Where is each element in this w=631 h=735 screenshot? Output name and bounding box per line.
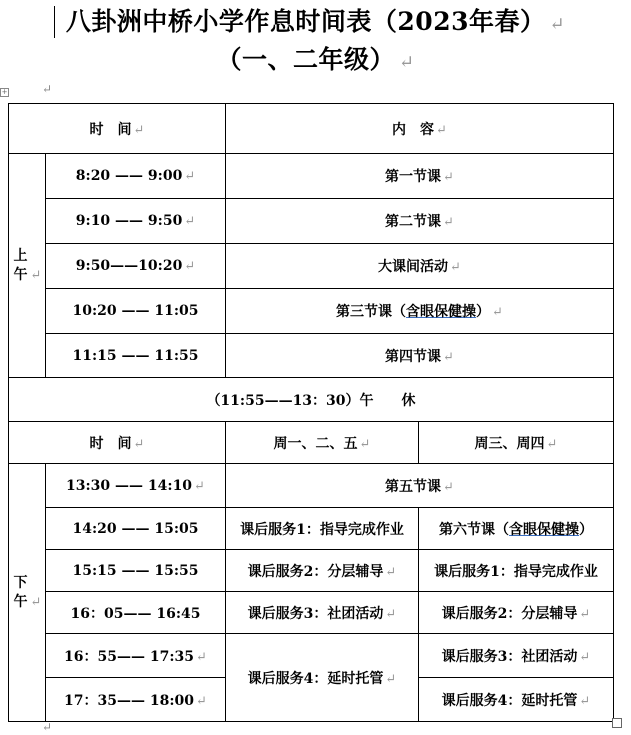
content-header: 内 容 ↵ (226, 104, 614, 154)
morning-row (9, 289, 614, 334)
mon-tue-fri-activity: 课后服务3：社团活动 ↵ (226, 592, 419, 634)
mon-tue-fri-activity: 课后服务4：延时托管 ↵ (226, 634, 419, 722)
morning-header-row (9, 104, 614, 154)
cell-mark-icon: ↵ (579, 606, 591, 622)
mon-tue-fri-activity: 课后服务2：分层辅导 ↵ (226, 550, 419, 592)
morning-row (9, 334, 614, 378)
cell-mark-icon: ↵ (436, 122, 447, 138)
schedule-table (8, 103, 614, 722)
cell-mark-icon: ↵ (579, 649, 591, 665)
afternoon-row (9, 464, 614, 508)
paragraph-mark-icon: ↵ (42, 82, 53, 96)
afternoon-row (9, 550, 614, 592)
cell-mark-icon: ↵ (443, 215, 454, 230)
cell-mark-icon: ↵ (385, 671, 397, 687)
weekday-header-wed-thu: 周三、周四 ↵ (419, 422, 614, 464)
period-time: 9:50——10:20 ↵ (46, 244, 226, 289)
text-cursor (54, 6, 55, 38)
lunch-break: （11:55——13：30）午 休 (9, 378, 614, 422)
cell-mark-icon: ↵ (196, 693, 207, 709)
period-time: 17：35—— 18:00 ↵ (46, 678, 226, 722)
cell-mark-icon: ↵ (443, 170, 454, 185)
cell-mark-icon: ↵ (30, 594, 42, 610)
cell-mark-icon: ↵ (194, 478, 205, 494)
eye-exercise-text: 含眼保健操 (509, 521, 579, 538)
wed-thu-activity: 课后服务4：延时托管 ↵ (419, 678, 614, 722)
weekday-header-mon-tue-fri: 周一、二、五 ↵ (226, 422, 419, 464)
afternoon-row (9, 592, 614, 634)
mon-tue-fri-activity: 课后服务1：指导完成作业 (226, 508, 419, 550)
afternoon-label: 下午 ↵ (9, 464, 46, 722)
page-title (0, 2, 631, 38)
eye-exercise-text: 含眼保健操 (406, 304, 477, 320)
cell-mark-icon: ↵ (443, 479, 454, 495)
period-content: 第三节课（含眼保健操） ↵ (226, 289, 614, 334)
cell-mark-icon: ↵ (359, 436, 371, 452)
period-content: 第一节课 ↵ (226, 154, 614, 199)
afternoon-row (9, 508, 614, 550)
wed-thu-activity: 第六节课（含眼保健操） (419, 508, 614, 550)
paragraph-mark-icon: ↵ (42, 720, 53, 734)
cell-mark-icon: ↵ (184, 169, 196, 184)
wed-thu-activity: 课后服务1：指导完成作业 (419, 550, 614, 592)
cell-mark-icon: ↵ (579, 693, 591, 709)
return-mark-icon: ↵ (398, 52, 415, 73)
cell-mark-icon: ↵ (184, 214, 196, 229)
table-move-handle-icon[interactable]: + (1, 88, 8, 96)
cell-mark-icon: ↵ (492, 305, 503, 320)
return-mark-icon: ↵ (549, 14, 566, 35)
period-content: 大课间活动 ↵ (226, 244, 614, 289)
cell-mark-icon: ↵ (546, 436, 558, 452)
page-subtitle (0, 40, 631, 76)
wed-thu-activity: 课后服务3：社团活动 ↵ (419, 634, 614, 678)
time-header: 时 间 ↵ (9, 422, 226, 464)
morning-label: 上午 ↵ (9, 154, 46, 378)
wed-thu-activity: 课后服务2：分层辅导 ↵ (419, 592, 614, 634)
cell-mark-icon: ↵ (133, 436, 145, 452)
morning-row (9, 154, 614, 199)
cell-mark-icon: ↵ (133, 122, 145, 138)
table-resize-handle[interactable] (612, 718, 622, 728)
cell-mark-icon: ↵ (385, 606, 397, 622)
morning-row (9, 199, 614, 244)
period-time: 14:20 —— 15:05 (46, 508, 226, 550)
period-time: 11:15 —— 11:55 (46, 334, 226, 378)
title-line-2: （一、二年级） (216, 45, 395, 74)
afternoon-header-row (9, 422, 614, 464)
period-time: 9:10 —— 9:50 ↵ (46, 199, 226, 244)
period-content: 第四节课 ↵ (226, 334, 614, 378)
morning-row (9, 244, 614, 289)
period-content: 第五节课 ↵ (226, 464, 614, 508)
period-time: 16：05—— 16:45 (46, 592, 226, 634)
afternoon-row (9, 634, 614, 678)
cell-mark-icon: ↵ (450, 260, 461, 275)
period-content: 第二节课 ↵ (226, 199, 614, 244)
period-time: 15:15 —— 15:55 (46, 550, 226, 592)
cell-mark-icon: ↵ (184, 259, 196, 274)
lunch-row (9, 378, 614, 422)
time-header: 时 间 ↵ (9, 104, 226, 154)
cell-mark-icon: ↵ (30, 267, 42, 283)
period-time: 10:20 —— 11:05 (46, 289, 226, 334)
title-line-1: 八卦洲中桥小学作息时间表（2023年春） (65, 7, 546, 36)
cell-mark-icon: ↵ (385, 564, 397, 580)
cell-mark-icon: ↵ (443, 349, 454, 365)
period-time: 16：55—— 17:35 ↵ (46, 634, 226, 678)
period-time: 13:30 —— 14:10 ↵ (46, 464, 226, 508)
period-time: 8:20 —— 9:00 ↵ (46, 154, 226, 199)
cell-mark-icon: ↵ (196, 649, 207, 665)
